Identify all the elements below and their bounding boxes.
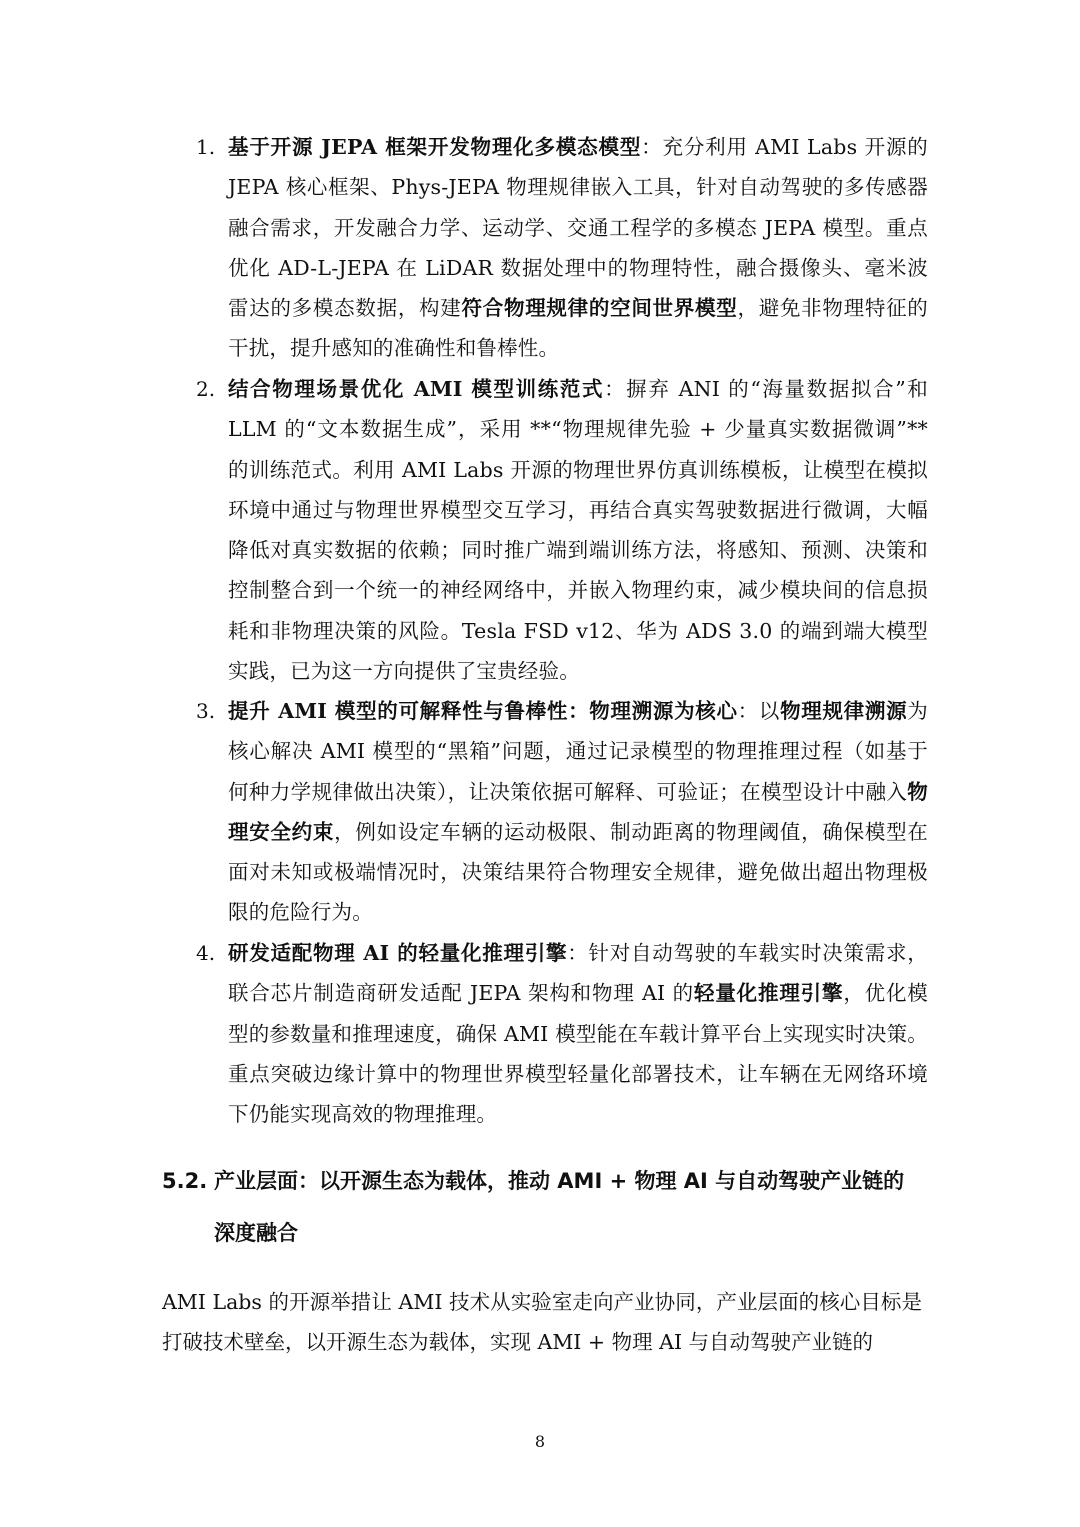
page-number: 8 — [534, 1432, 546, 1451]
bold-term: 研发适配物理 AI 的轻量化推理引擎 — [228, 941, 568, 965]
section-title-continued: 深度融合 — [214, 1221, 298, 1245]
text-run: ：充分利用 AMI Labs 开源的 JEPA 核心框架、Phys-JEPA 物理规律嵌入工具，针对自动驾驶的多传感器融合需求，开发融合力学、运动学、交通工程学的多模态 JEPA 模型。重点优化 AD-L-JEPA 在 LiDAR 数据处理中的物理特性，融合摄像头、毫米波雷达的多模态数据，构建 — [228, 135, 928, 321]
bold-term: 物理规律溯源 — [780, 699, 908, 723]
bold-term: 符合物理规律的空间世界模型 — [461, 296, 738, 321]
list-item-text — [228, 933, 928, 1134]
list-item-text — [228, 127, 928, 369]
list-item-number: 4. — [196, 941, 216, 965]
list-item-text — [228, 691, 928, 933]
text-run: ：摒弃 ANI 的“海量数据拟合”和 LLM 的“文本数据生成”，采用 **“物理规律先验 + 少量真实数据微调”** 的训练范式。利用 AMI Labs 开源的物理世界仿真训练模板，让模型在模拟环境中通过与物理世界模型交互学习，再结合真实驾驶数据进行微调，大幅降低对真实数据的依赖；同时推广端到端训练方法，将感知、预测、决策和控制整合到一个统一的神经网络中，并嵌入物理约束，减少模块间的信息损耗和非物理决策的风险。Tesla FSD v12、华为 ADS 3.0 的端到端大模型实践，已为这一方向提供了宝贵经验。 — [228, 377, 928, 684]
section-number: 5.2. — [162, 1169, 208, 1193]
text-run: ，优化模型的参数量和推理速度，确保 AMI 模型能在车载计算平台上实现实时决策。重点突破边缘计算中的物理世界模型轻量化部署技术，让车辆在无网络环境下仍能实现高效的物理推理。 — [228, 981, 929, 1127]
text-run: ，避免非物理特征的干扰，提升感知的准确性和鲁棒性。 — [228, 296, 929, 361]
section-heading-line1 — [162, 1155, 942, 1207]
bold-term: 物理安全约束 — [228, 779, 928, 844]
body-paragraph: AMI Labs 的开源举措让 AMI 技术从实验室走向产业协同，产业层面的核心目标是打破技术壁垒，以开源生态为载体，实现 AMI + 物理 AI 与自动驾驶产业链的 — [162, 1290, 922, 1355]
list-item-number: 2. — [196, 377, 216, 401]
list-item-number: 3. — [196, 699, 216, 723]
list-item-number: 1. — [196, 135, 216, 159]
section-heading — [162, 1155, 942, 1259]
text-run: ：以 — [737, 699, 781, 723]
section-title: 产业层面：以开源生态为载体，推动 AMI + 物理 AI 与自动驾驶产业链的 — [214, 1169, 905, 1193]
list-item-text — [228, 369, 928, 691]
bold-term: 轻量化推理引擎 — [694, 981, 844, 1006]
text-run: 为核心解决 AMI 模型的“黑箱”问题，通过记录模型的物理推理过程（如基于何种力学规律做出决策），让决策依据可解释、可验证；在模型设计中融入 — [228, 699, 928, 804]
bold-term: 结合物理场景优化 AMI 模型训练范式 — [228, 377, 605, 401]
text-run: ，例如设定车辆的运动极限、制动距离的物理阈值，确保模型在面对未知或极端情况时，决策结果符合物理安全规律，避免做出超出物理极限的危险行为。 — [228, 819, 928, 925]
bold-term: 基于开源 JEPA 框架开发物理化多模态模型 — [228, 135, 642, 159]
text-run: ：针对自动驾驶的车载实时决策需求，联合芯片制造商研发适配 JEPA 架构和物理 AI 的 — [228, 941, 928, 1006]
bold-term: 提升 AMI 模型的可解释性与鲁棒性：物理溯源为核心 — [228, 699, 738, 723]
